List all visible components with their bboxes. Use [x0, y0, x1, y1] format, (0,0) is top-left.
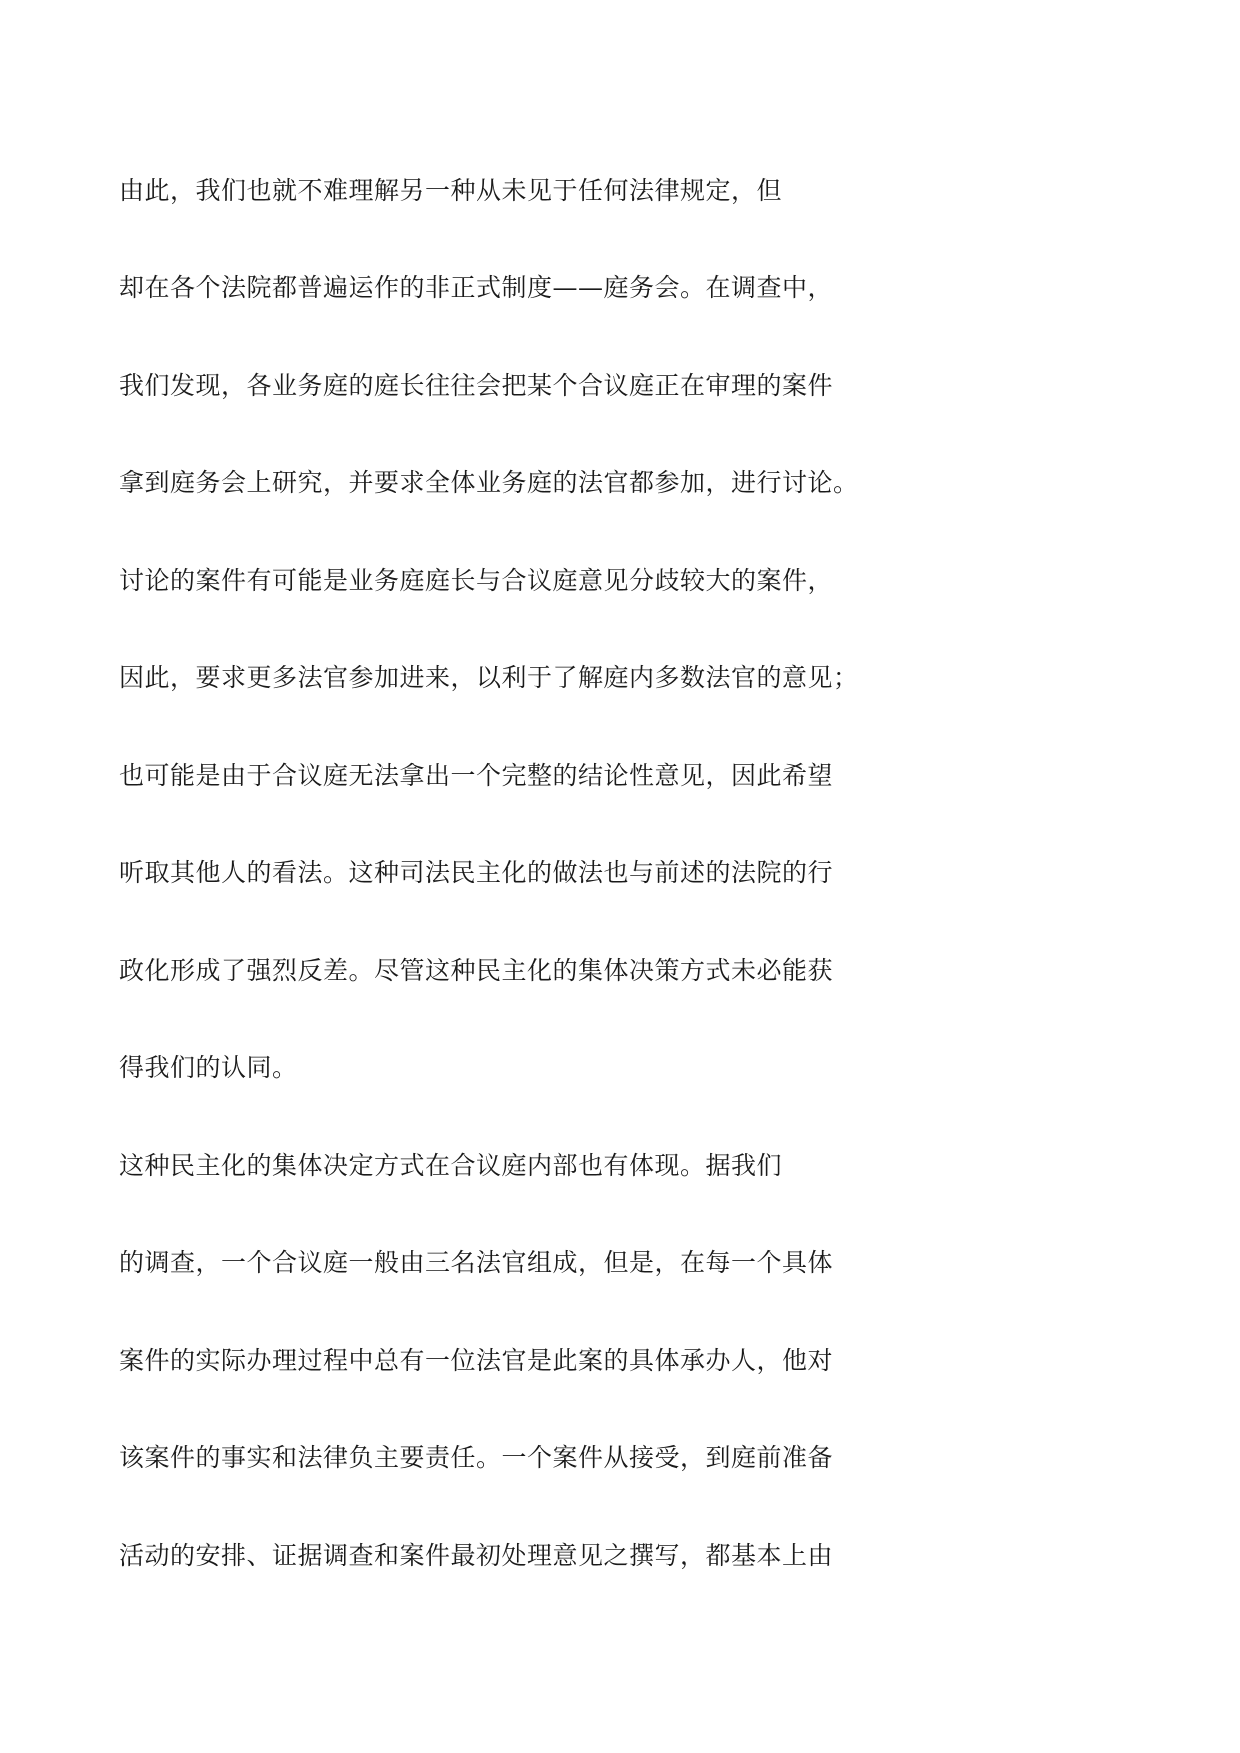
text-line: 我们发现，各业务庭的庭长往往会把某个合议庭正在审理的案件	[119, 371, 834, 400]
text-line: 也可能是由于合议庭无法拿出一个完整的结论性意见，因此希望	[119, 761, 834, 790]
text-line: 政化形成了强烈反差。尽管这种民主化的集体决策方式未必能获	[119, 956, 834, 985]
text-line: 拿到庭务会上研究，并要求全体业务庭的法官都参加，进行讨论。	[119, 468, 859, 497]
text-line: 的调查，一个合议庭一般由三名法官组成，但是，在每一个具体	[119, 1248, 834, 1277]
text-line: 活动的安排、证据调查和案件最初处理意见之撰写，都基本上由	[119, 1541, 834, 1570]
text-line: 讨论的案件有可能是业务庭庭长与合议庭意见分歧较大的案件，	[119, 566, 834, 595]
text-line: 这种民主化的集体决定方式在合议庭内部也有体现。据我们	[119, 1151, 783, 1180]
text-line: 该案件的事实和法律负主要责任。一个案件从接受，到庭前准备	[119, 1443, 834, 1472]
text-line: 听取其他人的看法。这种司法民主化的做法也与前述的法院的行	[119, 858, 834, 887]
text-line: 因此，要求更多法官参加进来，以利于了解庭内多数法官的意见；	[119, 663, 859, 692]
text-line: 案件的实际办理过程中总有一位法官是此案的具体承办人，他对	[119, 1346, 834, 1375]
text-line: 由此，我们也就不难理解另一种从未见于任何法律规定，但	[119, 176, 783, 205]
text-line: 却在各个法院都普遍运作的非正式制度——庭务会。在调查中，	[119, 273, 834, 302]
text-line: 得我们的认同。	[119, 1053, 298, 1082]
